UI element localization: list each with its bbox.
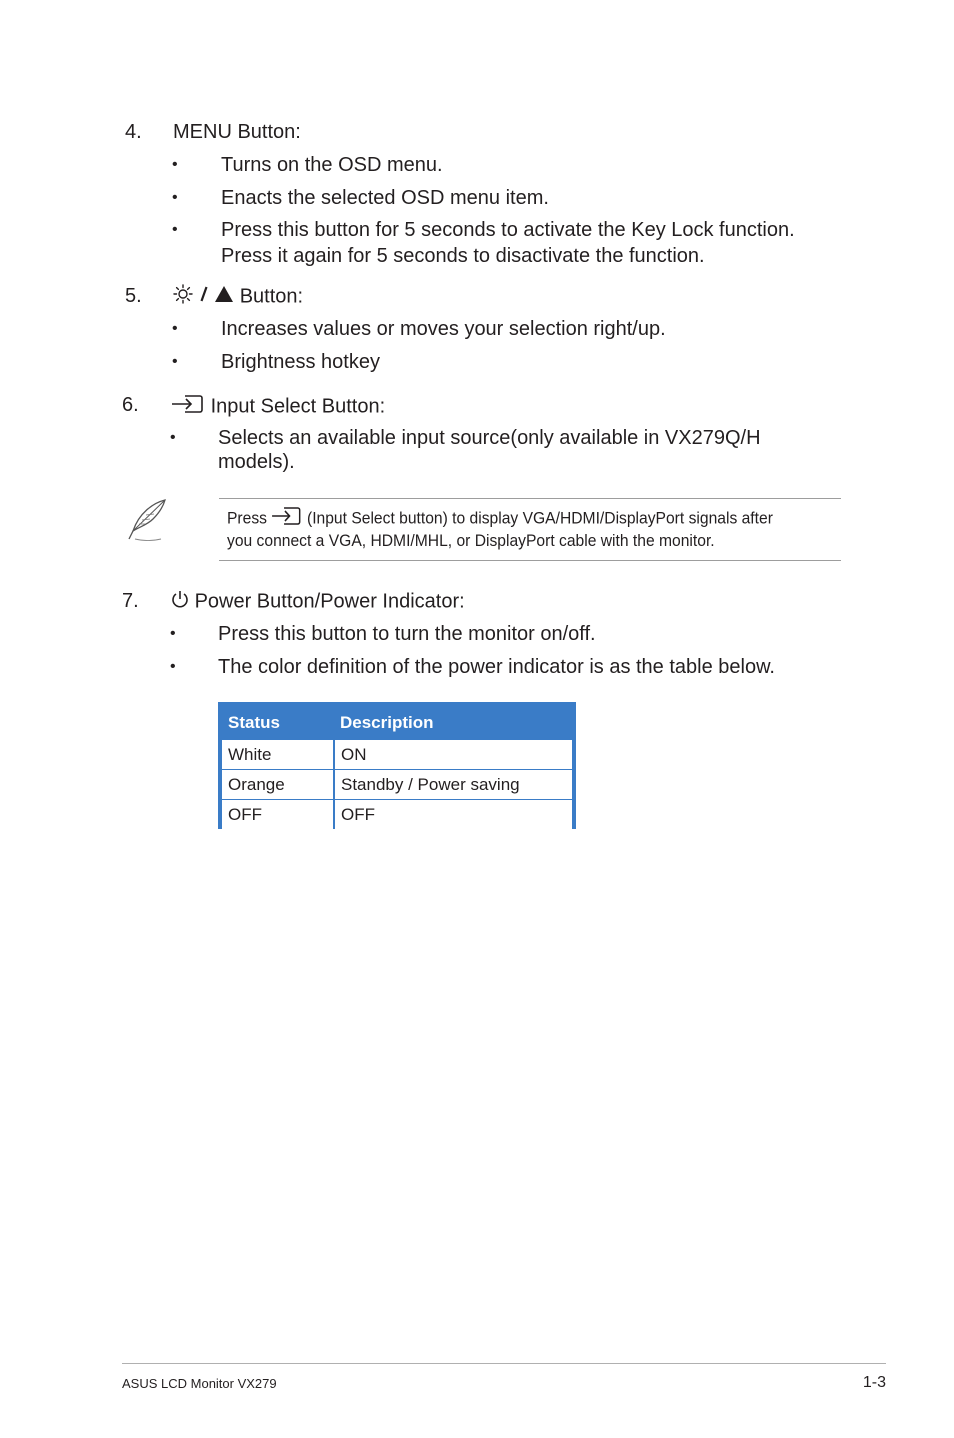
item-number: 4.	[125, 121, 142, 143]
bullet-text: The color definition of the power indicator is as the table below.	[218, 656, 775, 678]
item-heading: Power Button/Power Indicator:	[194, 590, 465, 613]
bullet: •	[170, 658, 176, 675]
item-heading-row	[173, 284, 303, 310]
bullet: •	[172, 156, 178, 173]
bullet-text: Press it again for 5 seconds to disactivate the function.	[221, 245, 705, 267]
table-cell: White	[222, 740, 334, 770]
item-heading-row	[171, 393, 385, 421]
table-cell: ON	[334, 740, 572, 770]
feather-pen-icon	[125, 497, 171, 548]
item-heading: MENU Button:	[173, 121, 301, 143]
power-icon	[171, 589, 189, 615]
bullet: •	[172, 221, 178, 238]
bullet-text: Increases values or moves your selection right/up.	[221, 318, 666, 340]
note-bottom-rule	[219, 560, 841, 561]
bullet-text: Brightness hotkey	[221, 351, 380, 373]
item-heading-row	[171, 589, 465, 615]
footer-rule	[122, 1363, 886, 1364]
table-cell: Standby / Power saving	[334, 770, 572, 800]
bullet-text: models).	[218, 451, 295, 473]
table-row	[222, 770, 572, 800]
table-cell: OFF	[222, 800, 334, 830]
input-select-icon	[171, 393, 205, 421]
note-text-rest: (Input Select button) to display VGA/HDMI/DisplayPort signals after	[306, 508, 773, 528]
item-heading: Input Select Button:	[210, 395, 386, 418]
bullet-text: Selects an available input source(only available in VX279Q/H	[218, 427, 761, 449]
bullet: •	[170, 429, 176, 446]
table-header-row	[222, 706, 572, 740]
brightness-icon	[173, 284, 193, 310]
triangle-up-icon	[214, 284, 234, 310]
note-press: Press	[227, 508, 267, 528]
footer-title: ASUS LCD Monitor VX279	[122, 1376, 277, 1391]
bullet: •	[172, 353, 178, 370]
item-heading: Button:	[239, 285, 304, 308]
table-row	[222, 800, 572, 830]
bullet-text: Press this button to turn the monitor on/off.	[218, 623, 596, 645]
slash-separator-icon	[199, 284, 209, 310]
bullet-text: Enacts the selected OSD menu item.	[221, 187, 549, 209]
bullet-text: Press this button for 5 seconds to activate the Key Lock function.	[221, 219, 795, 241]
table-cell: Orange	[222, 770, 334, 800]
bullet: •	[170, 625, 176, 642]
bullet: •	[172, 189, 178, 206]
item-number: 6.	[122, 394, 139, 416]
note-line-2: you connect a VGA, HDMI/MHL, or DisplayPort cable with the monitor.	[227, 531, 715, 550]
item-number: 7.	[122, 590, 139, 612]
table-cell: OFF	[334, 800, 572, 830]
bullet-text: Turns on the OSD menu.	[221, 154, 443, 176]
table-header: Description	[334, 706, 572, 740]
page-number: 1-3	[862, 1374, 886, 1391]
table-header: Status	[222, 706, 334, 740]
item-number: 5.	[125, 285, 142, 307]
bullet: •	[172, 320, 178, 337]
power-indicator-table	[218, 702, 576, 829]
note-top-rule	[219, 498, 841, 499]
table-row	[222, 740, 572, 770]
